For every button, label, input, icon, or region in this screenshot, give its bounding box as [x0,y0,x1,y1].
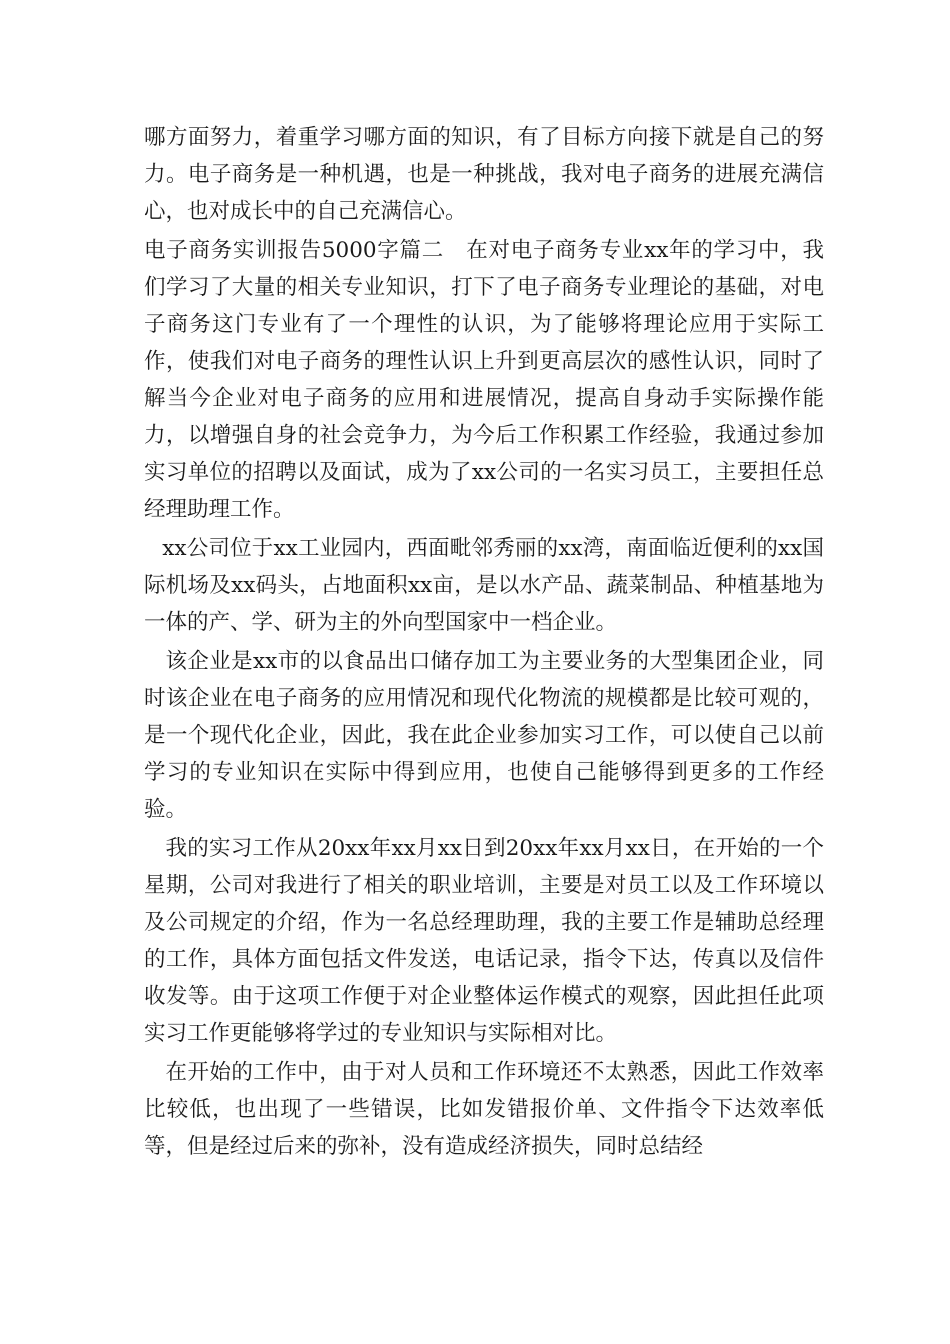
body-text [144,119,824,1165]
paragraph-1: 哪方面努力，着重学习哪方面的知识，有了目标方向接下就是自己的努力。电子商务是一种机遇，也是一种挑战，我对电子商务的进展充满信心，也对成长中的自己充满信心。 [144,125,824,224]
paragraph-2: 电子商务实训报告5000字篇二 在对电子商务专业xx年的学习中，我们学习了大量的相关专业知识，打下了电子商务专业理论的基础，对电子商务这门专业有了一个理性的认识，为了能够将理论应用于实际工作，使我们对电子商务的理性认识上升到更高层次的感性认识，同时了解当今企业对电子商务的应用和进展情况，提高自身动手实际操作能力，以增强自身的社会竞争力，为今后工作积累工作经验，我通过参加实习单位的招聘以及面试，成为了xx公司的一名实习员工，主要担任总经理助理工作。 [144,238,824,522]
paragraph-3: xx公司位于xx工业园内，西面毗邻秀丽的xx湾，南面临近便利的xx国际机场及xx码头，占地面积xx亩，是以水产品、蔬菜制品、种植基地为一体的产、学、研为主的外向型国家中一档企业。 [144,536,824,635]
paragraph-5: 我的实习工作从20xx年xx月xx日到20xx年xx月xx日，在开始的一个星期，公司对我进行了相关的职业培训，主要是对员工以及工作环境以及公司规定的介绍，作为一名总经理助理，我的主要工作是辅助总经理的工作，具体方面包括文件发送，电话记录，指令下达，传真以及信件收发等。由于这项工作便于对企业整体运作模式的观察，因此担任此项实习工作更能够将学过的专业知识与实际相对比。 [144,836,824,1046]
paragraph-6: 在开始的工作中，由于对人员和工作环境还不太熟悉，因此工作效率比较低，也出现了一些错误，比如发错报价单、文件指令下达效率低等，但是经过后来的弥补，没有造成经济损失，同时总结经 [144,1060,824,1159]
paragraph-4: 该企业是xx市的以食品出口储存加工为主要业务的大型集团企业，同时该企业在电子商务的应用情况和现代化物流的规模都是比较可观的，是一个现代化企业，因此，我在此企业参加实习工作，可以使自己以前学习的专业知识在实际中得到应用，也使自己能够得到更多的工作经验。 [144,649,824,822]
